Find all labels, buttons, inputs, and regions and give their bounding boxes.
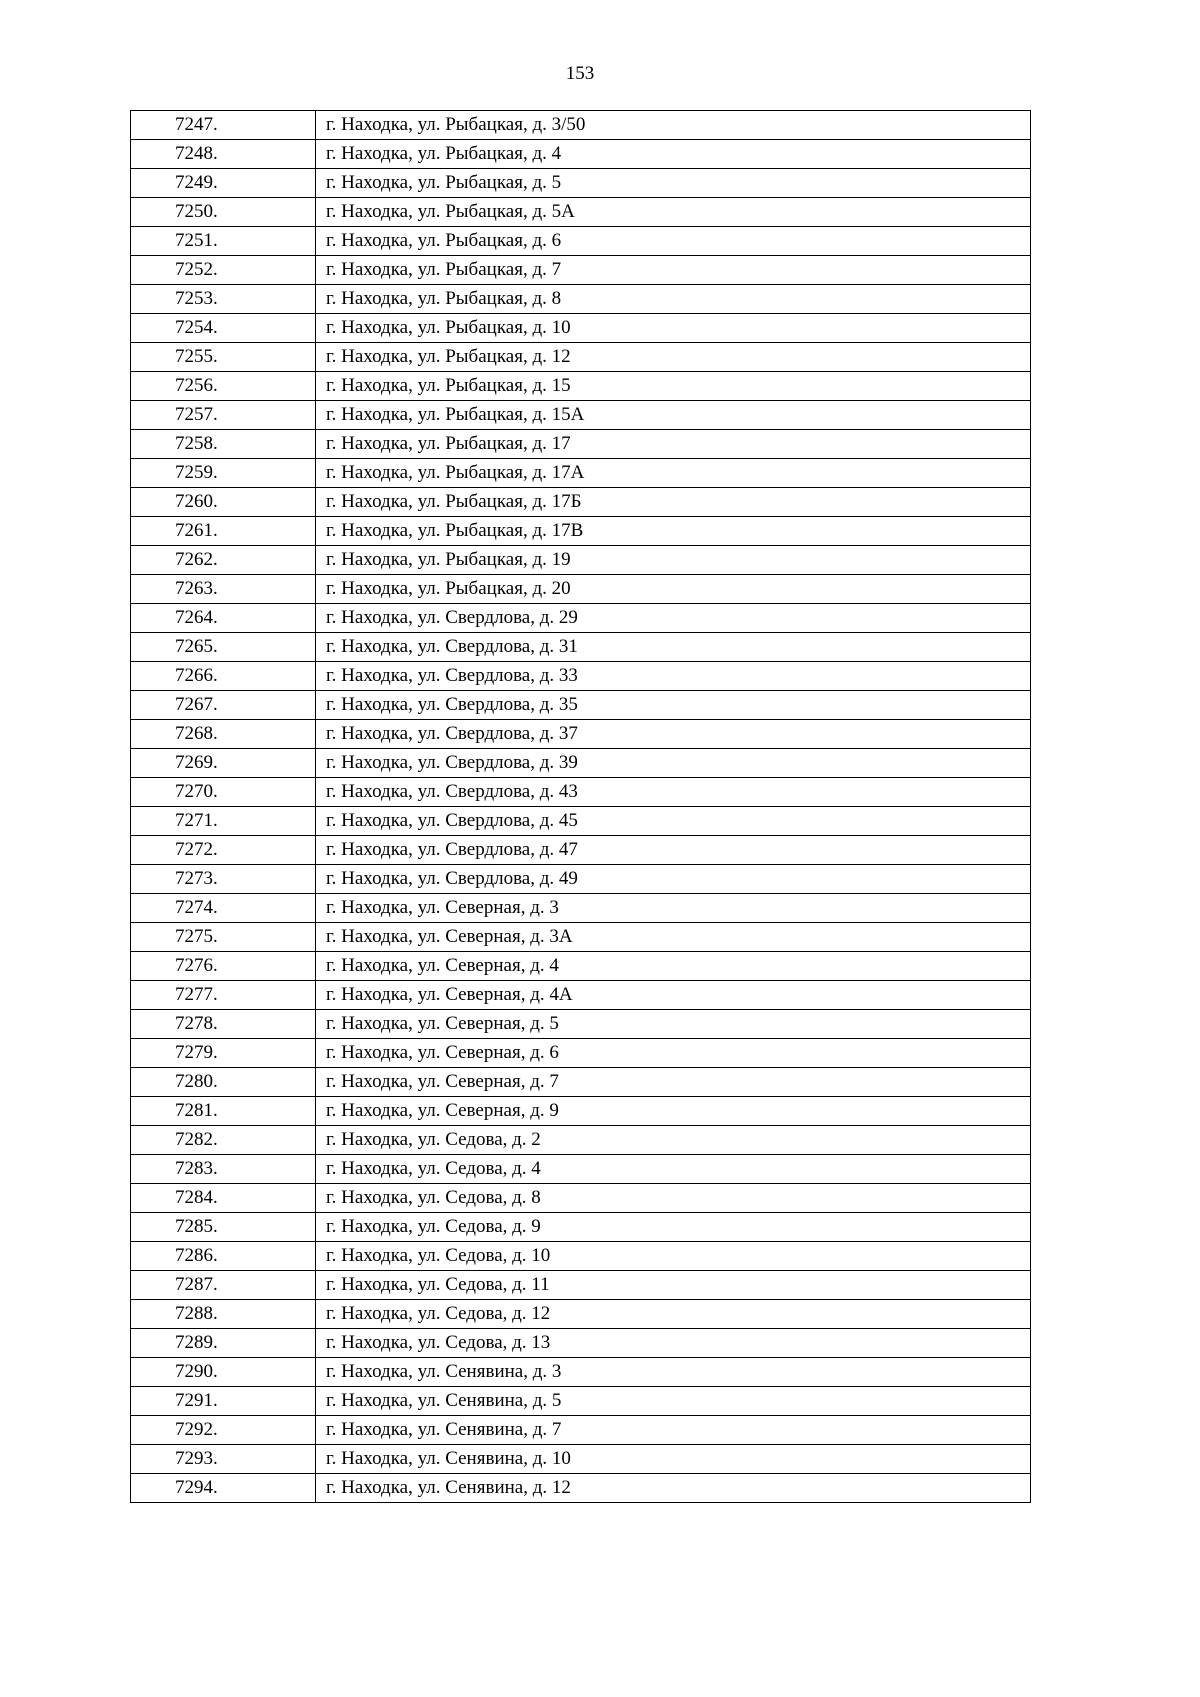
address-cell [316, 1126, 1031, 1155]
address-text: г. Находка, ул. Северная, д. 4 [326, 955, 559, 976]
row-number-cell [131, 923, 316, 952]
address-text: г. Находка, ул. Сенявина, д. 7 [326, 1419, 562, 1440]
row-number: 7294. [175, 1477, 218, 1498]
address-text: г. Находка, ул. Седова, д. 4 [326, 1158, 541, 1179]
row-number-cell [131, 430, 316, 459]
row-number-cell [131, 169, 316, 198]
address-cell [316, 227, 1031, 256]
address-text: г. Находка, ул. Свердлова, д. 43 [326, 781, 578, 802]
table-row [131, 1300, 1031, 1329]
address-text: г. Находка, ул. Рыбацкая, д. 8 [326, 288, 562, 309]
row-number-cell [131, 1068, 316, 1097]
table-row [131, 198, 1031, 227]
address-cell [316, 894, 1031, 923]
address-text: г. Находка, ул. Седова, д. 8 [326, 1187, 541, 1208]
row-number-cell [131, 575, 316, 604]
table-row [131, 1416, 1031, 1445]
row-number-cell [131, 1358, 316, 1387]
row-number: 7248. [175, 143, 218, 164]
row-number-cell [131, 1271, 316, 1300]
address-cell [316, 111, 1031, 140]
row-number: 7292. [175, 1419, 218, 1440]
row-number: 7280. [175, 1071, 218, 1092]
row-number: 7275. [175, 926, 218, 947]
table-row [131, 372, 1031, 401]
address-text: г. Находка, ул. Свердлова, д. 47 [326, 839, 578, 860]
row-number: 7285. [175, 1216, 218, 1237]
row-number: 7262. [175, 549, 218, 570]
table-row [131, 1213, 1031, 1242]
table-row [131, 720, 1031, 749]
row-number-cell [131, 749, 316, 778]
address-text: г. Находка, ул. Седова, д. 13 [326, 1332, 551, 1353]
table-row [131, 1097, 1031, 1126]
table-row [131, 836, 1031, 865]
address-text: г. Находка, ул. Северная, д. 4А [326, 984, 573, 1005]
address-text: г. Находка, ул. Рыбацкая, д. 4 [326, 143, 562, 164]
table-row [131, 517, 1031, 546]
row-number-cell [131, 546, 316, 575]
row-number-cell [131, 1126, 316, 1155]
address-text: г. Находка, ул. Рыбацкая, д. 19 [326, 549, 571, 570]
address-text: г. Находка, ул. Рыбацкая, д. 12 [326, 346, 571, 367]
address-table-body [131, 111, 1031, 1503]
row-number-cell [131, 140, 316, 169]
row-number: 7254. [175, 317, 218, 338]
address-cell [316, 749, 1031, 778]
address-cell [316, 1068, 1031, 1097]
row-number-cell [131, 720, 316, 749]
row-number: 7267. [175, 694, 218, 715]
row-number: 7247. [175, 114, 218, 135]
address-cell [316, 633, 1031, 662]
table-row [131, 314, 1031, 343]
table-row [131, 1126, 1031, 1155]
table-row [131, 1068, 1031, 1097]
row-number-cell [131, 1445, 316, 1474]
row-number-cell [131, 1097, 316, 1126]
address-text: г. Находка, ул. Сенявина, д. 10 [326, 1448, 571, 1469]
address-text: г. Находка, ул. Свердлова, д. 49 [326, 868, 578, 889]
address-cell [316, 1039, 1031, 1068]
address-text: г. Находка, ул. Рыбацкая, д. 15 [326, 375, 571, 396]
row-number: 7256. [175, 375, 218, 396]
table-row [131, 662, 1031, 691]
address-cell [316, 256, 1031, 285]
row-number-cell [131, 1213, 316, 1242]
table-row [131, 169, 1031, 198]
address-cell [316, 169, 1031, 198]
address-text: г. Находка, ул. Рыбацкая, д. 5А [326, 201, 575, 222]
row-number-cell [131, 1184, 316, 1213]
row-number-cell [131, 778, 316, 807]
row-number: 7257. [175, 404, 218, 425]
table-row [131, 430, 1031, 459]
row-number-cell [131, 691, 316, 720]
address-cell [316, 778, 1031, 807]
address-text: г. Находка, ул. Свердлова, д. 29 [326, 607, 578, 628]
address-cell [316, 1358, 1031, 1387]
address-cell [316, 691, 1031, 720]
address-cell [316, 488, 1031, 517]
address-text: г. Находка, ул. Северная, д. 9 [326, 1100, 559, 1121]
table-row [131, 575, 1031, 604]
row-number-cell [131, 343, 316, 372]
table-row [131, 1039, 1031, 1068]
address-cell [316, 1416, 1031, 1445]
table-row [131, 1271, 1031, 1300]
address-cell [316, 1184, 1031, 1213]
table-row [131, 227, 1031, 256]
row-number: 7293. [175, 1448, 218, 1469]
page-number: 153 [565, 63, 595, 84]
table-row [131, 488, 1031, 517]
address-text: г. Находка, ул. Седова, д. 11 [326, 1274, 550, 1295]
address-text: г. Находка, ул. Сенявина, д. 12 [326, 1477, 571, 1498]
address-cell [316, 807, 1031, 836]
address-text: г. Находка, ул. Рыбацкая, д. 17Б [326, 491, 582, 512]
row-number: 7259. [175, 462, 218, 483]
table-row [131, 1155, 1031, 1184]
row-number: 7270. [175, 781, 218, 802]
row-number: 7286. [175, 1245, 218, 1266]
row-number: 7258. [175, 433, 218, 454]
table-row [131, 546, 1031, 575]
address-cell [316, 140, 1031, 169]
address-text: г. Находка, ул. Свердлова, д. 31 [326, 636, 578, 657]
table-row [131, 401, 1031, 430]
address-text: г. Находка, ул. Рыбацкая, д. 17В [326, 520, 584, 541]
row-number: 7287. [175, 1274, 218, 1295]
address-cell [316, 430, 1031, 459]
table-row [131, 1329, 1031, 1358]
row-number: 7284. [175, 1187, 218, 1208]
row-number: 7288. [175, 1303, 218, 1324]
address-cell [316, 546, 1031, 575]
row-number: 7263. [175, 578, 218, 599]
row-number-cell [131, 952, 316, 981]
row-number-cell [131, 1010, 316, 1039]
address-text: г. Находка, ул. Сенявина, д. 5 [326, 1390, 562, 1411]
row-number-cell [131, 807, 316, 836]
row-number-cell [131, 227, 316, 256]
table-row [131, 256, 1031, 285]
address-text: г. Находка, ул. Северная, д. 6 [326, 1042, 559, 1063]
table-row [131, 604, 1031, 633]
address-cell [316, 1300, 1031, 1329]
address-cell [316, 720, 1031, 749]
row-number-cell [131, 314, 316, 343]
address-cell [316, 1387, 1031, 1416]
row-number-cell [131, 372, 316, 401]
row-number-cell [131, 1300, 316, 1329]
row-number-cell [131, 1242, 316, 1271]
address-text: г. Находка, ул. Рыбацкая, д. 5 [326, 172, 562, 193]
row-number-cell [131, 1416, 316, 1445]
row-number-cell [131, 836, 316, 865]
address-cell [316, 952, 1031, 981]
address-cell [316, 1329, 1031, 1358]
address-cell [316, 923, 1031, 952]
table-row [131, 633, 1031, 662]
table-row [131, 459, 1031, 488]
row-number-cell [131, 865, 316, 894]
table-row [131, 952, 1031, 981]
table-row [131, 285, 1031, 314]
row-number-cell [131, 981, 316, 1010]
row-number-cell [131, 662, 316, 691]
address-text: г. Находка, ул. Седова, д. 12 [326, 1303, 551, 1324]
row-number-cell [131, 198, 316, 227]
address-text: г. Находка, ул. Рыбацкая, д. 6 [326, 230, 562, 251]
row-number: 7260. [175, 491, 218, 512]
row-number-cell [131, 401, 316, 430]
address-text: г. Находка, ул. Свердлова, д. 45 [326, 810, 578, 831]
row-number-cell [131, 1329, 316, 1358]
address-cell [316, 1445, 1031, 1474]
row-number: 7279. [175, 1042, 218, 1063]
row-number: 7290. [175, 1361, 218, 1382]
row-number: 7291. [175, 1390, 218, 1411]
address-cell [316, 604, 1031, 633]
row-number-cell [131, 256, 316, 285]
table-row [131, 691, 1031, 720]
row-number: 7255. [175, 346, 218, 367]
row-number-cell [131, 517, 316, 546]
row-number: 7253. [175, 288, 218, 309]
table-row [131, 140, 1031, 169]
address-text: г. Находка, ул. Седова, д. 9 [326, 1216, 541, 1237]
address-text: г. Находка, ул. Рыбацкая, д. 17 [326, 433, 571, 454]
table-row [131, 807, 1031, 836]
address-text: г. Находка, ул. Свердлова, д. 37 [326, 723, 578, 744]
row-number-cell [131, 894, 316, 923]
row-number: 7276. [175, 955, 218, 976]
address-text: г. Находка, ул. Седова, д. 10 [326, 1245, 551, 1266]
address-text: г. Находка, ул. Рыбацкая, д. 15А [326, 404, 585, 425]
address-text: г. Находка, ул. Свердлова, д. 39 [326, 752, 578, 773]
address-text: г. Находка, ул. Рыбацкая, д. 17А [326, 462, 585, 483]
table-row [131, 1010, 1031, 1039]
table-row [131, 778, 1031, 807]
row-number-cell [131, 633, 316, 662]
row-number: 7264. [175, 607, 218, 628]
address-cell [316, 981, 1031, 1010]
address-cell [316, 1155, 1031, 1184]
row-number-cell [131, 488, 316, 517]
row-number-cell [131, 285, 316, 314]
table-row [131, 1184, 1031, 1213]
table-row [131, 749, 1031, 778]
row-number: 7250. [175, 201, 218, 222]
address-text: г. Находка, ул. Северная, д. 3А [326, 926, 573, 947]
address-text: г. Находка, ул. Рыбацкая, д. 7 [326, 259, 562, 280]
address-cell [316, 401, 1031, 430]
row-number: 7272. [175, 839, 218, 860]
address-text: г. Находка, ул. Рыбацкая, д. 3/50 [326, 114, 586, 135]
address-cell [316, 1242, 1031, 1271]
row-number: 7251. [175, 230, 218, 251]
table-row [131, 1358, 1031, 1387]
address-text: г. Находка, ул. Свердлова, д. 33 [326, 665, 578, 686]
row-number-cell [131, 1474, 316, 1503]
table-row [131, 1387, 1031, 1416]
row-number-cell [131, 1039, 316, 1068]
address-text: г. Находка, ул. Сенявина, д. 3 [326, 1361, 562, 1382]
row-number: 7273. [175, 868, 218, 889]
address-cell [316, 1271, 1031, 1300]
row-number: 7278. [175, 1013, 218, 1034]
row-number: 7282. [175, 1129, 218, 1150]
table-row [131, 1242, 1031, 1271]
row-number-cell [131, 459, 316, 488]
address-text: г. Находка, ул. Северная, д. 3 [326, 897, 559, 918]
table-row [131, 981, 1031, 1010]
table-row [131, 1445, 1031, 1474]
address-cell [316, 517, 1031, 546]
row-number: 7265. [175, 636, 218, 657]
table-row [131, 343, 1031, 372]
row-number: 7274. [175, 897, 218, 918]
row-number: 7269. [175, 752, 218, 773]
row-number: 7261. [175, 520, 218, 541]
address-text: г. Находка, ул. Рыбацкая, д. 20 [326, 578, 571, 599]
address-cell [316, 865, 1031, 894]
address-table [130, 110, 1031, 1503]
table-row [131, 865, 1031, 894]
address-cell [316, 1213, 1031, 1242]
table-row [131, 111, 1031, 140]
row-number: 7281. [175, 1100, 218, 1121]
row-number: 7252. [175, 259, 218, 280]
table-row [131, 894, 1031, 923]
row-number: 7283. [175, 1158, 218, 1179]
address-cell [316, 836, 1031, 865]
address-text: г. Находка, ул. Северная, д. 5 [326, 1013, 559, 1034]
row-number-cell [131, 604, 316, 633]
row-number-cell [131, 111, 316, 140]
table-row [131, 923, 1031, 952]
address-cell [316, 1097, 1031, 1126]
address-text: г. Находка, ул. Северная, д. 7 [326, 1071, 559, 1092]
address-cell [316, 198, 1031, 227]
address-cell [316, 575, 1031, 604]
row-number: 7271. [175, 810, 218, 831]
row-number: 7268. [175, 723, 218, 744]
row-number: 7266. [175, 665, 218, 686]
row-number-cell [131, 1155, 316, 1184]
address-text: г. Находка, ул. Седова, д. 2 [326, 1129, 541, 1150]
row-number: 7249. [175, 172, 218, 193]
row-number-cell [131, 1387, 316, 1416]
address-cell [316, 343, 1031, 372]
address-cell [316, 1010, 1031, 1039]
address-cell [316, 285, 1031, 314]
address-text: г. Находка, ул. Рыбацкая, д. 10 [326, 317, 571, 338]
row-number: 7289. [175, 1332, 218, 1353]
address-cell [316, 459, 1031, 488]
address-cell [316, 662, 1031, 691]
row-number: 7277. [175, 984, 218, 1005]
address-cell [316, 1474, 1031, 1503]
table-row [131, 1474, 1031, 1503]
address-text: г. Находка, ул. Свердлова, д. 35 [326, 694, 578, 715]
address-cell [316, 314, 1031, 343]
address-cell [316, 372, 1031, 401]
